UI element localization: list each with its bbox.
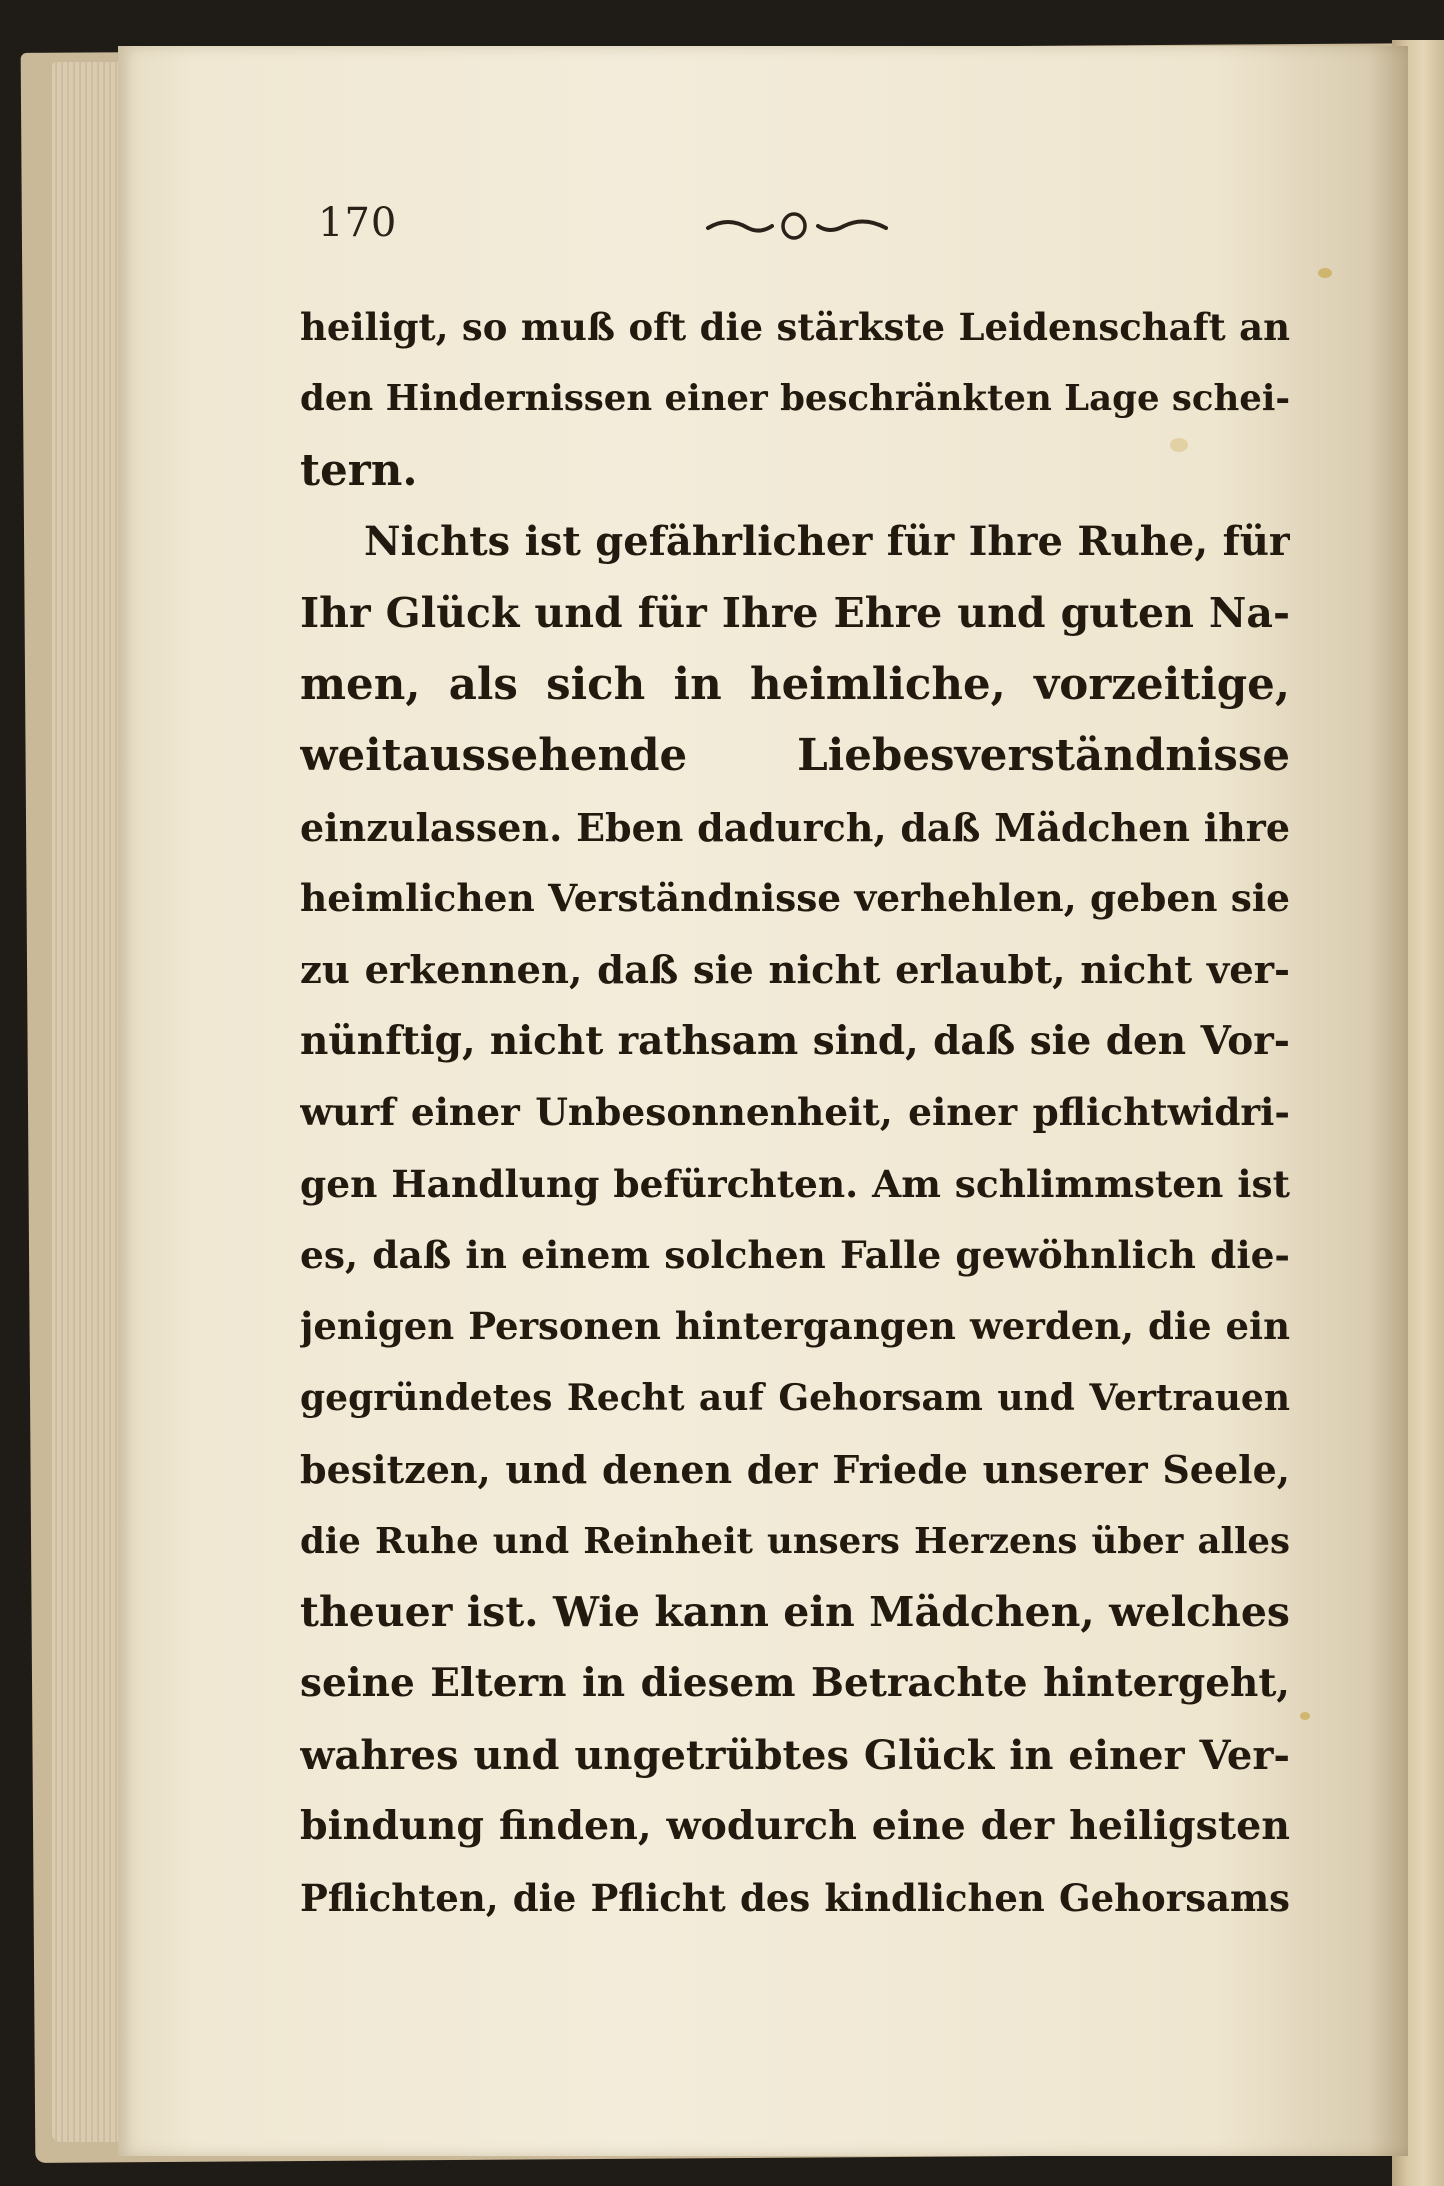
text-line: wahres und ungetrübtes Glück in einer Ver- bbox=[300, 1731, 1290, 1779]
text-line: die Ruhe und Reinheit unsers Herzens über alles bbox=[300, 1520, 1290, 1562]
page-number: 170 bbox=[318, 200, 398, 246]
text-line: men, als sich in heimliche, vorzeitige, bbox=[300, 658, 1290, 710]
paper-stain bbox=[1300, 1712, 1310, 1720]
text-line: Pflichten, die Pflicht des kindlichen Gehorsams bbox=[300, 1875, 1290, 1920]
text-line: theuer ist. Wie kann ein Mädchen, welches bbox=[300, 1588, 1290, 1637]
text-line: Nichts ist gefährlicher für Ihre Ruhe, für bbox=[364, 518, 1290, 566]
text-line: heiligt, so muß oft die stärkste Leidenschaft an bbox=[300, 305, 1290, 349]
body-text bbox=[300, 292, 1290, 1934]
text-line: jenigen Personen hintergangen werden, die ein bbox=[300, 1304, 1290, 1349]
text-line: besitzen, und denen der Friede unserer Seele, bbox=[300, 1447, 1290, 1493]
text-line: heimlichen Verständnisse verhehlen, geben sie bbox=[300, 876, 1290, 921]
text-line: tern. bbox=[300, 444, 418, 496]
text-line: bindung finden, wodurch eine der heiligsten bbox=[300, 1803, 1290, 1850]
text-line: nünftig, nicht rathsam sind, daß sie den Vor- bbox=[300, 1017, 1290, 1064]
text-line: es, daß in einem solchen Falle gewöhnlich die- bbox=[300, 1233, 1290, 1278]
text-line: den Hindernissen einer beschränkten Lage schei- bbox=[300, 378, 1290, 420]
text-line: wurf einer Unbesonnenheit, einer pflichtwidri- bbox=[300, 1090, 1290, 1135]
text-line: Ihr Glück und für Ihre Ehre und guten Na- bbox=[300, 588, 1290, 637]
text-line: einzulassen. Eben dadurch, daß Mädchen ihre bbox=[300, 804, 1290, 850]
text-line: seine Eltern in diesem Betrachte hintergeht, bbox=[300, 1660, 1290, 1707]
paper-stain bbox=[1318, 268, 1332, 278]
header-ornament-icon bbox=[698, 206, 898, 246]
page-header bbox=[318, 200, 938, 260]
text-line: zu erkennen, daß sie nicht erlaubt, nicht ver- bbox=[300, 947, 1290, 993]
text-line: weitaussehende Liebesverständnisse bbox=[300, 730, 1290, 782]
text-line: gen Handlung befürchten. Am schlimmsten ist bbox=[300, 1161, 1290, 1206]
text-line: gegründetes Recht auf Gehorsam und Vertrauen bbox=[300, 1376, 1290, 1419]
